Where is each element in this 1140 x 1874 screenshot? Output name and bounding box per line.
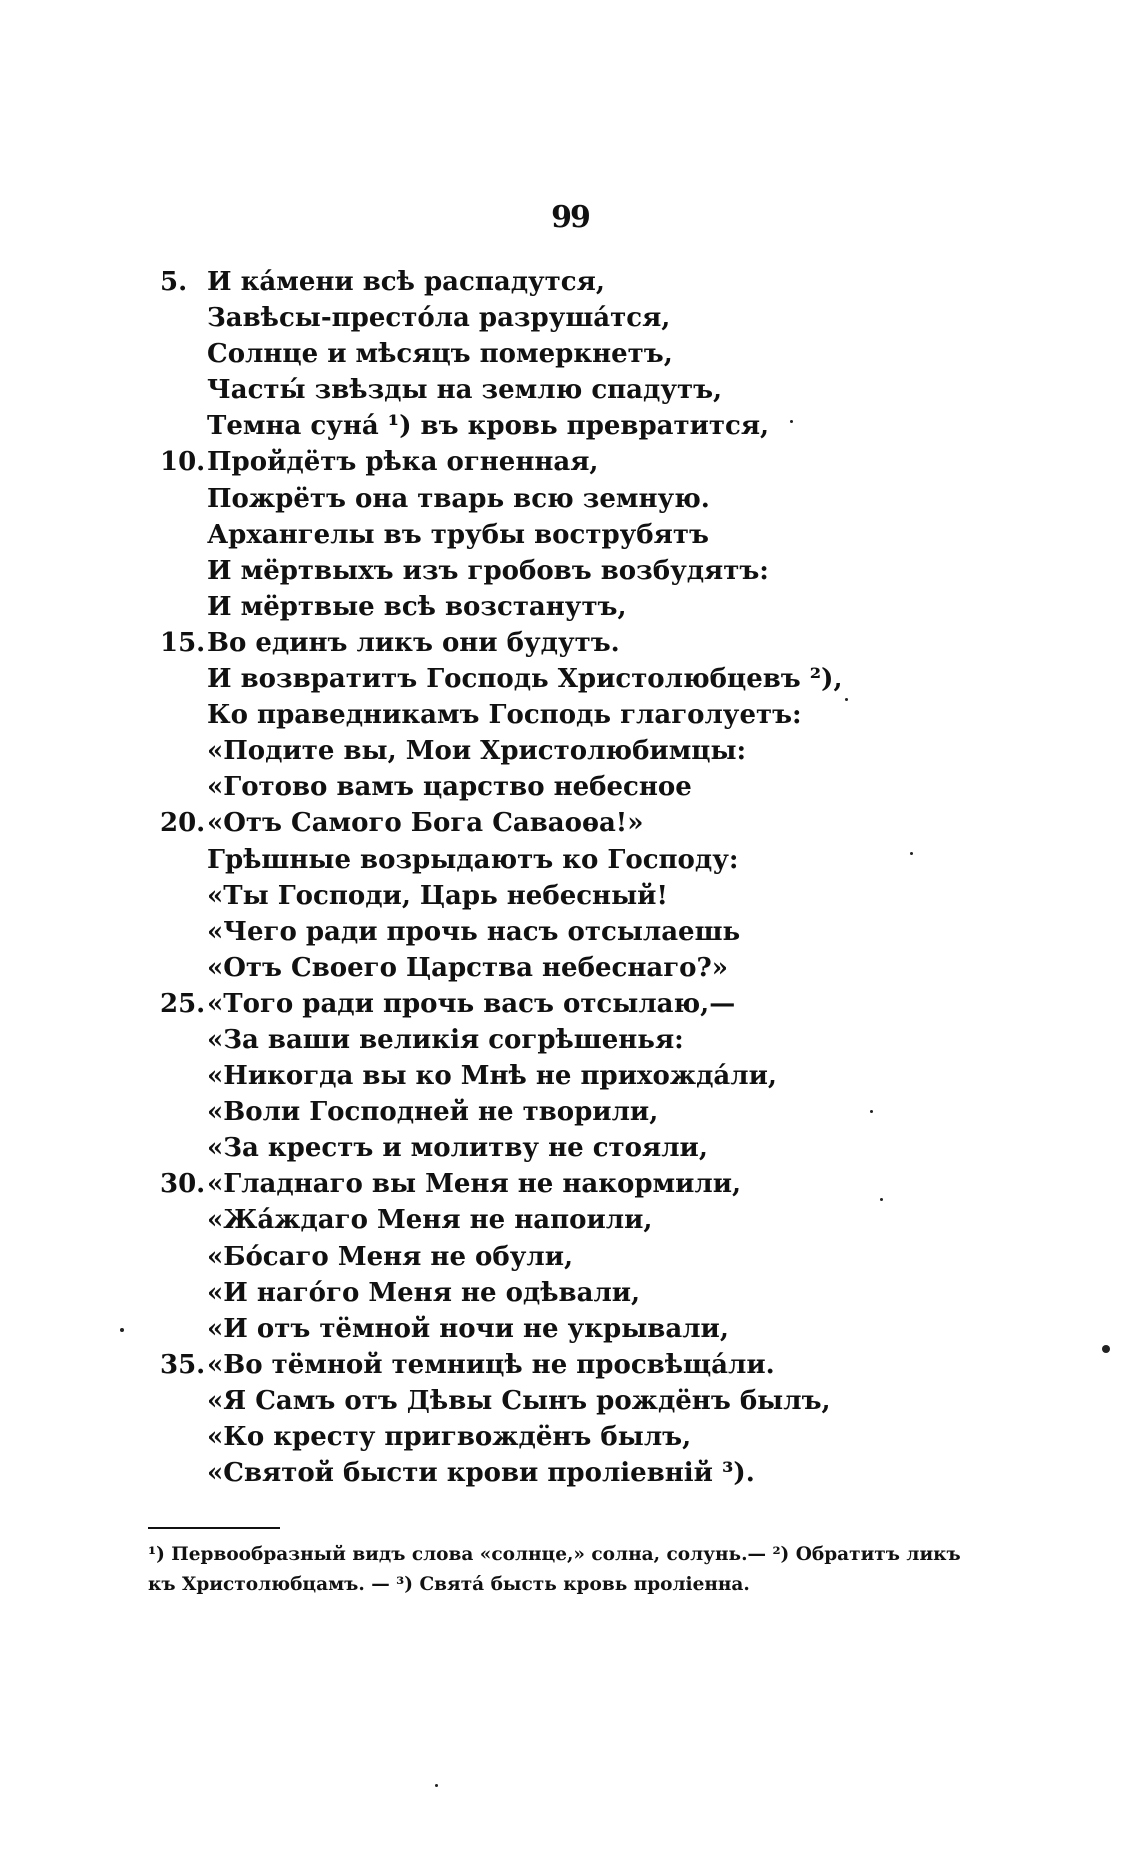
- verse-line: [160, 1383, 980, 1419]
- speck: [910, 852, 913, 855]
- verse-text: Темна суна́ ¹) въ кровь превратится,: [207, 411, 770, 442]
- verse-number: 10.: [160, 447, 206, 478]
- verse-text: Пройдётъ р‍ѣка огненная,: [207, 447, 599, 478]
- verse-number: 5.: [160, 267, 188, 297]
- verse-text: «Ты Господи, Царь небесный!: [207, 880, 668, 911]
- verse-text: И возвратитъ Господь Христолюбцевъ ²),: [207, 664, 843, 695]
- verse-text: Пожрётъ она тварь всю земную.: [207, 483, 710, 514]
- verse-text: «Готово вамъ царство небесное: [207, 772, 692, 803]
- verse-line: [160, 372, 980, 408]
- verse-number: 20.: [160, 808, 206, 839]
- verse-line: [160, 553, 980, 589]
- verse-line: [160, 1130, 980, 1166]
- verse-line: [160, 1202, 980, 1238]
- verse-text: «Чего ради прочь насъ отсылаешь: [207, 916, 741, 947]
- footnote-divider: [148, 1527, 280, 1529]
- verse-line: [160, 336, 980, 372]
- verse-line: [160, 264, 980, 300]
- verse-text: «За ваши великія согр‍ѣшенья:: [207, 1024, 684, 1055]
- verse-line: [160, 986, 980, 1022]
- verse-text: Солнце и м‍ѣсяцъ померкнетъ,: [207, 339, 673, 370]
- poem: [160, 264, 980, 1491]
- verse-line: [160, 914, 980, 950]
- verse-text: И мёртвыхъ изъ гробовъ возбудятъ:: [207, 555, 769, 586]
- verse-line: [160, 1455, 980, 1491]
- verse-text: И ка́мени вс‍ѣ распадутся,: [207, 267, 605, 297]
- speck: [880, 1198, 883, 1201]
- verse-text: Зав‍ѣсы-престо́ла разруша́тся,: [207, 303, 671, 334]
- speck: [435, 1784, 438, 1787]
- verse-line: [160, 481, 980, 517]
- verse-text: «Бо́саго Меня не обули,: [207, 1241, 574, 1272]
- verse-line: [160, 625, 980, 661]
- footnote-line-1: ¹) Первообразный видъ слова «солнце,» солна, солунь.— ²) Обратитъ ликъ: [148, 1544, 961, 1565]
- verse-line: [160, 300, 980, 336]
- verse-line: [160, 589, 980, 625]
- verse-text: «Жа́ждаго Меня не напоили,: [207, 1205, 653, 1236]
- verse-text: «Гладнаго вы Меня не накормили,: [207, 1169, 742, 1200]
- verse-number: 35.: [160, 1349, 206, 1380]
- verse-line: [160, 1094, 980, 1130]
- speck: [120, 1328, 124, 1332]
- verse-text: Ко праведникамъ Господь глаголуетъ:: [207, 700, 802, 731]
- verse-text: Архангелы въ трубы вострубятъ: [207, 519, 709, 550]
- verse-line: [160, 769, 980, 805]
- footnotes: [148, 1540, 968, 1600]
- verse-line: [160, 733, 980, 769]
- verse-line: [160, 697, 980, 733]
- verse-text: «И наго́го Меня не од‍ѣвали,: [207, 1277, 641, 1308]
- verse-line: [160, 1311, 980, 1347]
- speck: [790, 420, 793, 423]
- verse-text: «За крестъ и молитву не стояли,: [207, 1133, 708, 1164]
- verse-text: «Во тёмной темниц‍ѣ не просв‍ѣща́ли.: [207, 1349, 775, 1380]
- verse-line: [160, 517, 980, 553]
- verse-text: Часты́ зв‍ѣзды на землю спадутъ,: [207, 375, 723, 406]
- verse-text: Во единъ ликъ они будутъ.: [207, 627, 620, 658]
- verse-line: [160, 842, 980, 878]
- verse-line: [160, 1275, 980, 1311]
- verse-line: [160, 805, 980, 841]
- verse-text: «Ко кресту пригвождёнъ былъ,: [207, 1422, 692, 1452]
- footnote-line-2: къ Христолюбцамъ. — ³) Свята́ бысть кровь пролiенна.: [148, 1574, 750, 1595]
- verse-line: [160, 408, 980, 444]
- verse-line: [160, 1239, 980, 1275]
- verse-text: «Воли Господней не творили,: [207, 1097, 659, 1128]
- verse-number: 25.: [160, 988, 206, 1019]
- verse-line: [160, 661, 980, 697]
- verse-line: [160, 1419, 980, 1455]
- verse-text: «И отъ тёмной ночи не укрывали,: [207, 1313, 729, 1344]
- verse-text: «Отъ Своего Царства небеснаго?»: [207, 952, 728, 983]
- verse-line: [160, 1347, 980, 1383]
- verse-text: «Отъ Самого Бога Саваоѳа!»: [207, 808, 644, 839]
- verse-line: [160, 950, 980, 986]
- verse-text: «Того ради прочь васъ отсылаю,—: [207, 988, 736, 1019]
- verse-text: «Святой бысти крови проліевній ³).: [207, 1458, 755, 1489]
- verse-line: [160, 1166, 980, 1202]
- verse-line: [160, 878, 980, 914]
- verse-text: И мёртвые вс‍ѣ возстанутъ,: [207, 591, 627, 622]
- page-number: 99: [551, 200, 589, 235]
- speck: [870, 1110, 873, 1113]
- verse-line: [160, 1022, 980, 1058]
- verse-number: 30.: [160, 1169, 206, 1200]
- verse-text: «Подите вы, Мои Христолюбимцы:: [207, 736, 747, 767]
- speck: [1102, 1345, 1110, 1353]
- verse-line: [160, 1058, 980, 1094]
- verse-text: «Никогда вы ко Мн‍ѣ не прихожда́ли,: [207, 1061, 777, 1092]
- verse-number: 15.: [160, 627, 206, 658]
- verse-text: «Я Самъ отъ Д‍ѣвы Сынъ рождёнъ былъ,: [207, 1385, 831, 1416]
- verse-text: Гр‍ѣшные возрыдаютъ ко Господу:: [207, 844, 739, 875]
- speck: [845, 698, 848, 701]
- verse-line: [160, 444, 980, 480]
